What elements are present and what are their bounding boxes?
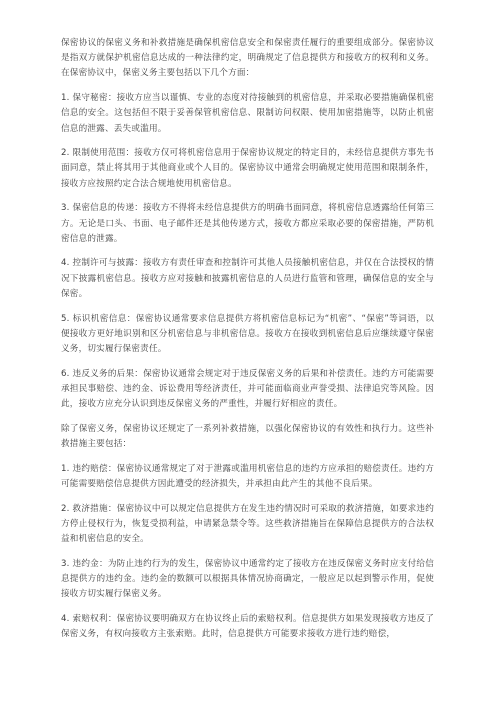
obligation-6-paragraph: 6. 违反义务的后果：保密协议通常会规定对于违反保密义务的后果和补偿责任。违约方可能需要承担民事赔偿、违约金、诉讼费用等经济责任，并可能面临商业声誉受损、法律追究等风险。因此，接收方应充分认识到违反保密义务的严重性，并履行好相应的责任。 bbox=[61, 368, 434, 410]
obligation-2-paragraph: 2. 限制使用范围：接收方仅可将机密信息用于保密协议规定的特定目的，未经信息提供方事先书面同意，禁止将其用于其他商业或个人目的。保密协议中通常会明确规定使用范围和限制条件，接收方应按照约定合法合规地使用机密信息。 bbox=[61, 148, 434, 189]
intro-paragraph: 保密协议的保密义务和补救措施是确保机密信息安全和保密责任履行的重要组成部分。保密协议是指双方就保护机密信息达成的一种法律约定，明确规定了信息提供方和接收方的权利和义务。在保密协议中，保密义务主要包括以下几个方面： bbox=[61, 38, 434, 79]
remedy-3-paragraph: 3. 违约金：为防止违约行为的发生，保密协议中通常约定了接收方在违反保密义务时应支付给信息提供方的违约金。违约金的数额可以根据具体情况协商确定，一般应足以起到警示作用，促使接收方切实履行保密义务。 bbox=[61, 558, 434, 600]
remedy-4-paragraph: 4. 索赔权利：保密协议要明确双方在协议终止后的索赔权利。信息提供方如果发现接收方违反了保密义务，有权向接收方主张索赔。此时，信息提供方可能要求接收方进行违约赔偿， bbox=[61, 613, 434, 639]
obligation-1-paragraph: 1. 保守秘密：接收方应当以谨慎、专业的态度对待接触到的机密信息，并采取必要措施确保机密信息的安全。这包括但不限于妥善保管机密信息、限制访问权限、使用加密措施等，以防止机密信息的泄露、丢失或滥用。 bbox=[61, 93, 434, 134]
remedy-1-paragraph: 1. 违约赔偿：保密协议通常规定了对于泄露或滥用机密信息的违约方应承担的赔偿责任。违约方可能需要赔偿信息提供方因此遭受的经济损失，并承担由此产生的其他不良后果。 bbox=[61, 463, 434, 489]
obligation-4-paragraph: 4. 控制许可与披露：接收方有责任审查和控制许可其他人员接触机密信息，并仅在合法授权的情况下披露机密信息。接收方应对接触和披露机密信息的人员进行监管和管理，确保信息的安全与保密。 bbox=[61, 258, 434, 299]
remedy-2-paragraph: 2. 救济措施：保密协议中可以规定信息提供方在发生违约情况时可采取的救济措施，如要求违约方停止侵权行为，恢复受损利益，申请紧急禁令等。这些救济措施旨在保障信息提供方的合法权益和机密信息的安全。 bbox=[61, 503, 434, 544]
obligation-5-paragraph: 5. 标识机密信息：保密协议通常要求信息提供方将机密信息标记为“机密”、“保密”等词语，以便接收方更好地识别和区分机密信息与非机密信息。接收方在接收到机密信息后应继续遵守保密义务，切实履行保密责任。 bbox=[61, 313, 434, 354]
remedies-intro-paragraph: 除了保密义务，保密协议还规定了一系列补救措施，以强化保密协议的有效性和执行力。这些补救措施主要包括： bbox=[61, 423, 434, 449]
obligation-3-paragraph: 3. 保密信息的传递：接收方不得将未经信息提供方的明确书面同意，将机密信息透露给任何第三方。无论是口头、书面、电子邮件还是其他传递方式，接收方都应采取必要的保密措施，严防机密信息的泄露。 bbox=[61, 203, 434, 244]
